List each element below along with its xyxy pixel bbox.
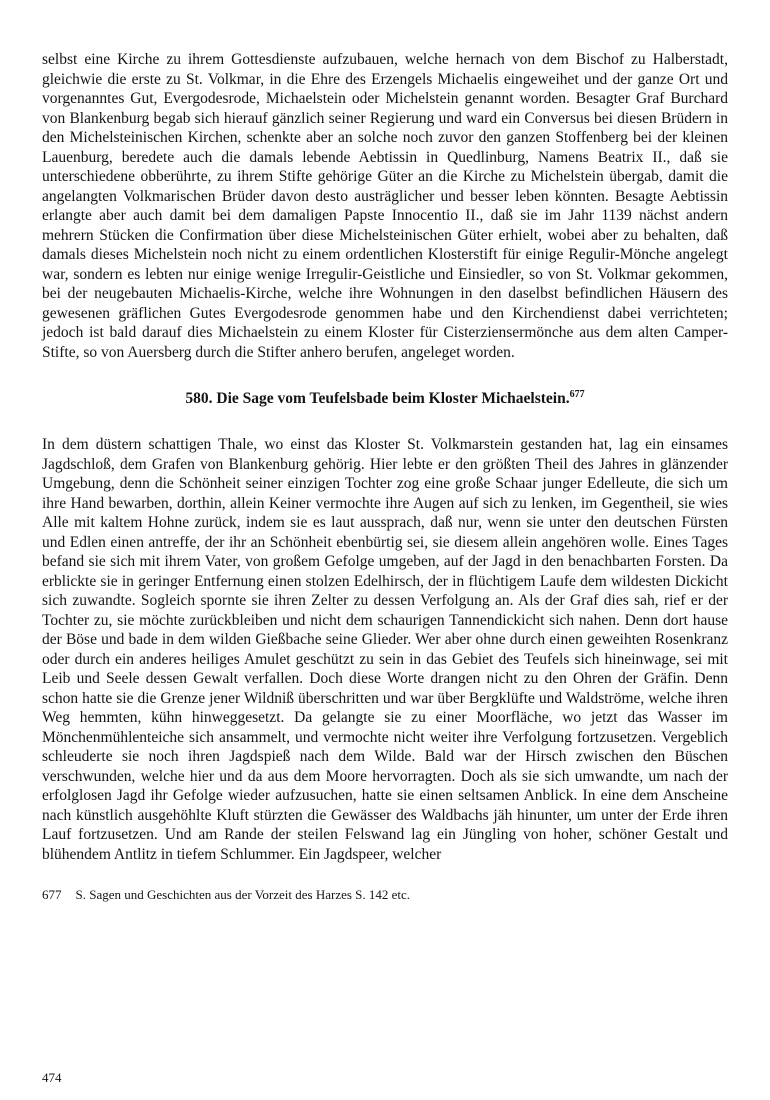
footnote-text: S. Sagen und Geschichten aus der Vorzeit des Harzes S. 142 etc. (75, 887, 411, 902)
page-number: 474 (42, 1070, 62, 1085)
story-paragraph: In dem düstern schattigen Thale, wo einst das Kloster St. Volkmarstein gestanden hat, lag ein einsames Jagdschloß, dem Grafen von Blankenburg gehörig. Hier lebte er den größten Theil des Jahres in glänzender Umgebung, denn die Schönheit seiner einzigen Tochter zog eine große Schaar junger Edelleute, die sich um ihre Hand bewarben, dorthin, allein Keiner vermochte ihre Augen auf sich zu lenken, im Gegentheil, sie wies Alle mit kaltem Hohne zurück, indem sie es laut aussprach, daß nur, wenn sie unter den deutschen Fürsten und Edlen einen antreffe, der ihr an Schönheit ebenbürtig sei, sie diesem allein angehören wolle. Eines Tages befand sie sich mit ihrem Vater, von großem Gefolge umgeben, auf der Jagd in den benachbarten Forsten. Da erblickte sie in geringer Entfernung einen stolzen Edelhirsch, der in flüchtigem Laufe dem wildesten Dickicht sich zuwandte. Sogleich spornte sie ihren Zelter zu dessen Verfolgung an. Als der Graf dies sah, rief er der Tochter zu, sie möchte zurückbleiben und nicht dem schaurigen Tannendickicht sich nahen. Denn dort hause der Böse und bade in dem wilden Gießbache seine Glieder. Wer aber ohne durch einen geweihten Rosenkranz oder durch ein anderes heiliges Amulet geschützt zu sein in das Gebiet des Teufels sich hineinwage, sei mit Leib und Seele dessen Gewalt verfallen. Doch diese Worte drangen nicht zu den Ohren der Gräfin. Denn schon hatte sie die Grenze jener Wildniß überschritten und war über Bergklüfte und Waldströme, welche ihren Weg hemmten, kühn hinweggesetzt. Da gelangte sie zu einer Moorfläche, wo jetzt das Wasser im Mönchenmühlenteiche sich ansammelt, und vermochte nicht weiter ihre Verfolgung fortzusetzen. Vergeblich schleuderte sie noch ihren Jagdspieß nach dem Wilde. Bald war der Hirsch zwischen den Büschen verschwunden, welche hier und da aus dem Moore hervorragten. Doch als sie sich umwandte, um nach der erfolglosen Jagd ihr Gefolge wieder aufzusuchen, hatte sie einen seltsamen Anblick. In eine dem Anscheine nach künstlich ausgehöhlte Kluft stürzten die Gewässer des Waldbachs jäh hinunter, um unter der Erde ihren Lauf fortzusetzen. Und am Rande der steilen Felswand lag ein Jüngling von hoher, schöner Gestalt und blühendem Antlitz in tiefem Schlummer. Ein Jagdspeer, welcher (42, 436, 728, 863)
footnote-reference: 677 (569, 388, 585, 400)
section-heading-text: 580. Die Sage vom Teufelsbade beim Kloster Michaelstein. (185, 390, 570, 407)
footnote-number: 677 (42, 887, 62, 902)
section-heading (42, 389, 728, 409)
paragraph-continuation: selbst eine Kirche zu ihrem Gottesdienste aufzubauen, welche hernach von dem Bischof zu Halberstadt, gleichwie die erste zu St. Volkmar, in die Ehre des Erzengels Michaelis eingeweihet und der ganze Ort und vorgenanntes Gut, Evergodesrode, Michaelstein oder Michelstein genannt worden. Besagter Graf Burchard von Blankenburg begab sich hierauf gänzlich seiner Regierung und ward ein Conversus bei diesen Brüdern in den Michelsteinischen Kirchen, schenkte aber an solche noch zuvor den ganzen Stoffenberg bei der kleinen Lauenburg, beredete auch die damals lebende Aebtissin in Quedlinburg, Namens Beatrix II., daß sie unterschiedene obberührte, zu ihrem Stifte gehörige Güter an die Kirche zu Michelstein übergab, damit die angelangten Volkmarischen Brüder davon desto austräglicher und besser leben könnten. Besagte Aebtissin erlangte aber auch damit bei dem damaligen Papste Innocentio II., daß sie im Jahr 1139 nächst andern mehrern Stücken die Confirmation über diese Michelsteinischen Güter erhielt, wobei aber zu behalten, daß damals dieses Michelstein noch nicht zu einem ordentlichen Klosterstift für einige Regulir-Mönche angelegt war, sondern es lebten nur einige wenige Irregulir-Geistliche und Einsiedler, so von St. Volkmar gekommen, bei der neugebauten Michaelis-Kirche, welche ihre Wohnungen in den daselbst befindlichen Häusern des gewesenen gräflichen Gutes Evergodesrode genommen habe und den Kirchendienst dabei verrichteten; jedoch ist bald darauf dies Michaelstein zu einem Kloster für Cisterziensermönche aus dem alten Camper-Stifte, so von Auersberg durch die Stifter anhero berufen, angeleget worden. (42, 51, 728, 361)
footnote (42, 886, 728, 903)
